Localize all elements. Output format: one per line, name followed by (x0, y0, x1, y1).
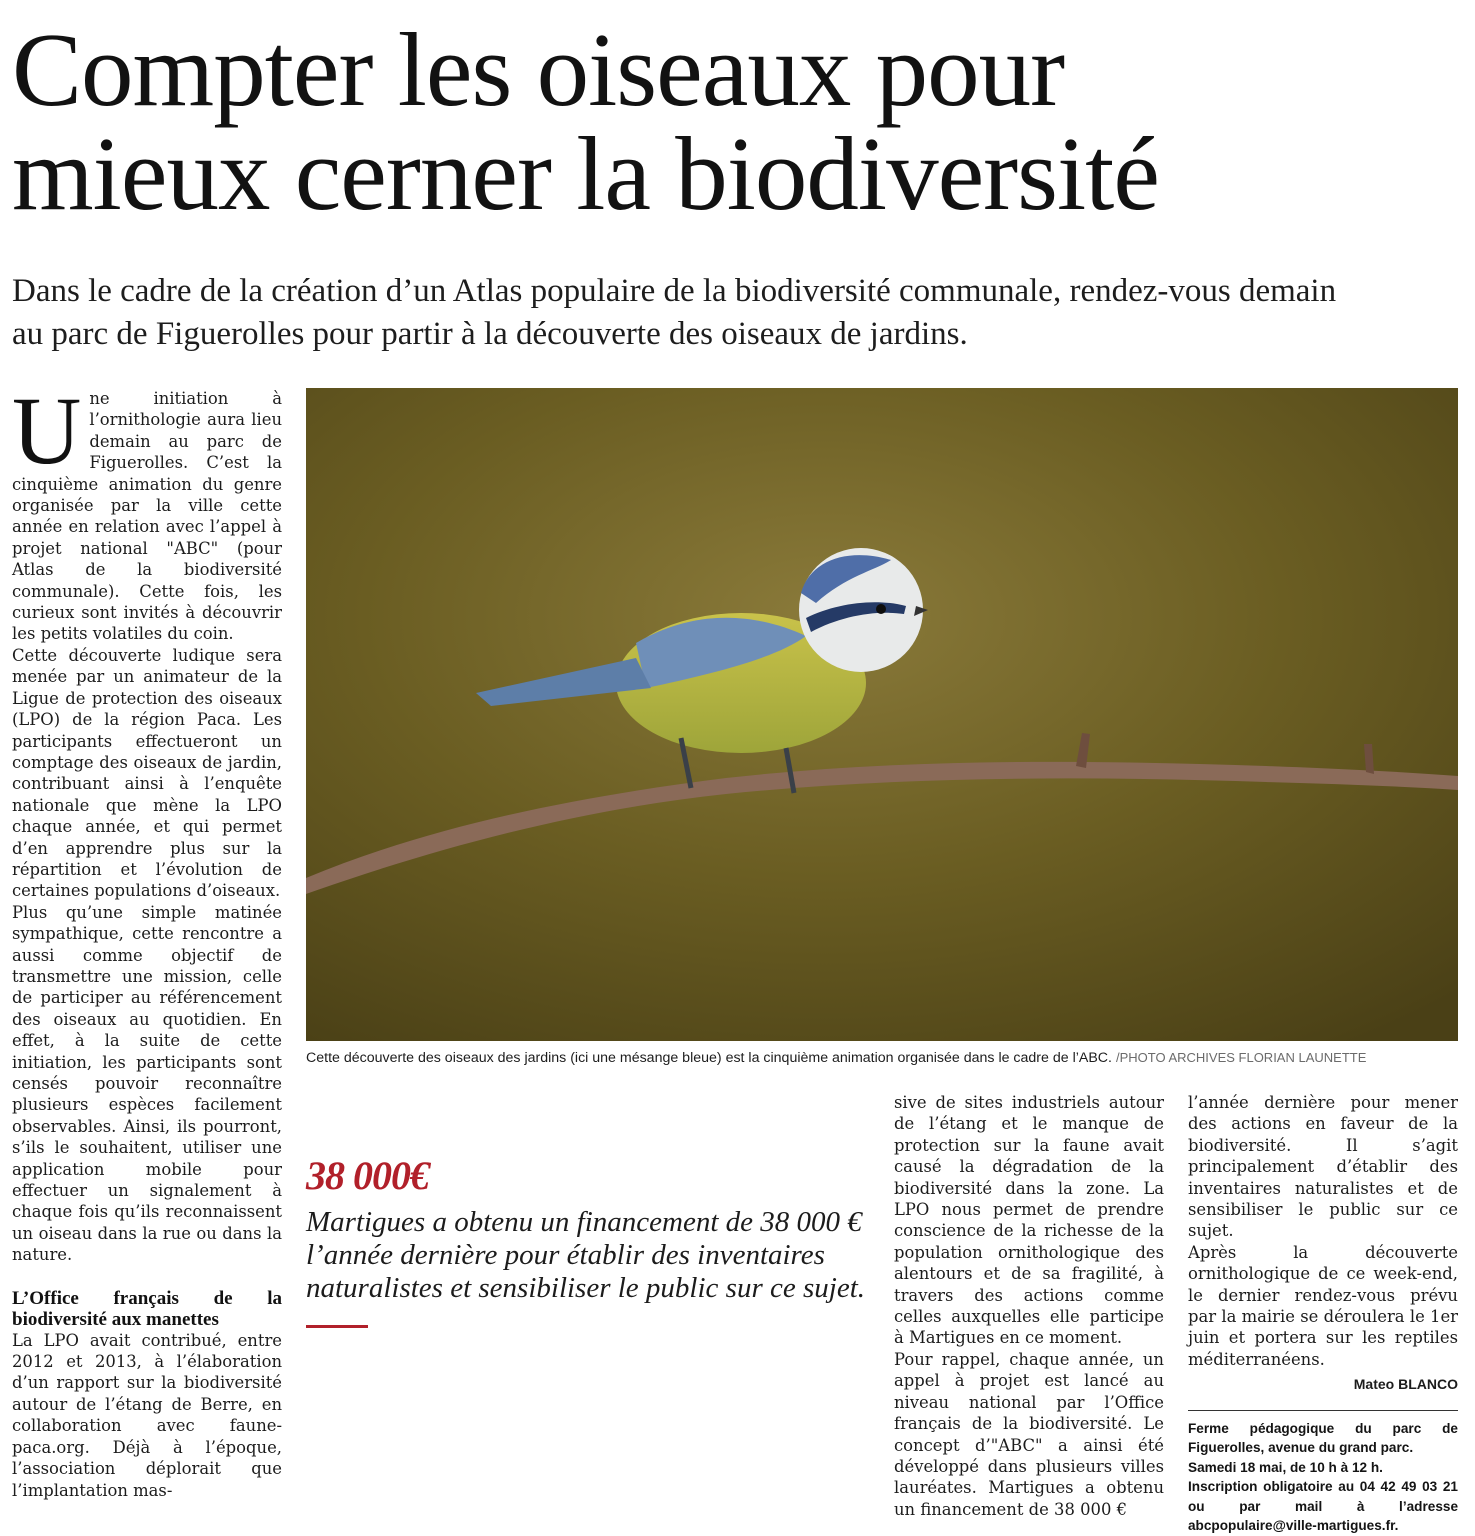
info-registration: Inscription obligatoire au 04 42 49 03 21 ou par mail à l’adresse abcpopulaire@ville-martigues.fr. (1188, 1479, 1458, 1534)
standfirst (12, 270, 1452, 356)
article-column-4 (1188, 1092, 1458, 1536)
drop-cap: U (12, 377, 82, 484)
accent-rule (306, 1325, 368, 1328)
paragraph-industrial-sites: sive de sites industriels autour de l’étang et le manque de protection sur la faune avait causé la dégradation de la biodiversité dans la zone. La LPO nous permet de prendre conscience de la richesse de la population ornithologique des alentours et de sa fragilité, à travers des actions comme celles auxquelles elle participe à Martigues en ce moment. (894, 1093, 1164, 1348)
info-location: Ferme pédagogique du parc de Figuerolles, avenue du grand parc. (1188, 1420, 1458, 1456)
paragraph-next-event: Après la découverte ornithologique de ce week-end, le dernier rendez-vous prévu par la mairie se déroulera le 1er juin et portera sur les reptiles méditerranéens. (1188, 1242, 1458, 1369)
photo-background (306, 388, 1458, 1041)
section-subhead: L’Office français de la biodiversité aux manettes (12, 1287, 282, 1330)
paragraph-intro-text: ne initiation à l’ornithologie aura lieu demain au parc de Figuerolles. C’est la cinquième animation du genre organisée par la ville cette année en relation avec l’appel à projet national "ABC" (pour Atlas de la biodiversité communale). Cette fois, les curieux sont invités à découvrir les petits volatiles du coin. (12, 389, 282, 644)
paragraph-ofb: La LPO avait contribué, entre 2012 et 2013, à l’élaboration d’un rapport sur la biodiversité autour de l’étang de Berre, en collaboration avec faune-paca.org. Déjà à l’époque, l’association déplorait que l’implantation mas- (12, 1330, 282, 1500)
headline-line-2: mieux cerner la biodiversité (12, 115, 1159, 232)
photo-credit: /PHOTO ARCHIVES FLORIAN LAUNETTE (1115, 1050, 1367, 1065)
paragraph-lpo-animation: Cette découverte ludique sera menée par un animateur de la Ligue de protection des oiseaux (LPO) de la région Paca. Les participants effectueront un comptage des oiseaux de jardin, contribuant ainsi à l’enquête nationale que mène la LPO chaque année, et qui permet d’en apprendre plus sur la répartition et l’évolution de certaines populations d’oiseaux. (12, 645, 282, 901)
headline (12, 11, 1452, 232)
caption-text: Cette découverte des oiseaux des jardins (ici une mésange bleue) est la cinquième animation organisée dans le cadre de l’ABC. (306, 1050, 1112, 1066)
blue-tit-illustration (306, 388, 1458, 1041)
info-date: Samedi 18 mai, de 10 h à 12 h. (1188, 1459, 1383, 1475)
practical-info (1188, 1419, 1458, 1536)
paragraph-abc-call: Pour rappel, chaque année, un appel à projet est lancé au niveau national par l’Office français de la biodiversité. Le concept d’"ABC" a ainsi été développé dans plusieurs villes lauréates. Martigues a obtenu un financement de 38 000 € (894, 1349, 1164, 1519)
article-column-3 (894, 1092, 1164, 1520)
standfirst-line-1: Dans le cadre de la création d’un Atlas populaire de la biodiversité communale, rendez-vous demain (12, 273, 1337, 309)
standfirst-line-2: au parc de Figuerolles pour partir à la découverte des oiseaux de jardins. (12, 316, 968, 352)
blue-tit-photo (306, 388, 1458, 1041)
info-divider (1188, 1410, 1458, 1411)
key-figure-text: Martigues a obtenu un financement de 38 000 € l’année dernière pour établir des inventaires naturalistes et sensibiliser le public sur ce sujet. (306, 1206, 866, 1304)
key-figure-block (306, 1152, 866, 1328)
paragraph-actions: l’année dernière pour mener des actions en faveur de la biodiversité. Il s’agit principalement d’établir des inventaires naturalistes et de sensibiliser le public sur ce sujet. (1188, 1093, 1458, 1241)
author-signature: Mateo BLANCO (1353, 1376, 1458, 1393)
key-figure-number: 38 000€ (306, 1153, 429, 1198)
article-column-1 (12, 377, 282, 1501)
bird-eye (876, 604, 886, 614)
headline-line-1: Compter les oiseaux pour (12, 11, 1065, 128)
paragraph-intro (12, 377, 282, 645)
photo-caption (306, 1050, 1458, 1066)
paragraph-mission: Plus qu’une simple matinée sympathique, cette rencontre a aussi comme objectif de transmettre une mission, celle de participer au référencement des oiseaux au quotidien. En effet, à la suite de cette initiation, les participants sont censés pouvoir reconnaître plusieurs espèces facilement observables. Ainsi, ils pourront, s’ils le souhaitent, utiliser une application mobile pour effectuer un signalement à chaque fois qu’ils reconnaissent un oiseau dans la rue ou dans la nature. (12, 902, 282, 1265)
